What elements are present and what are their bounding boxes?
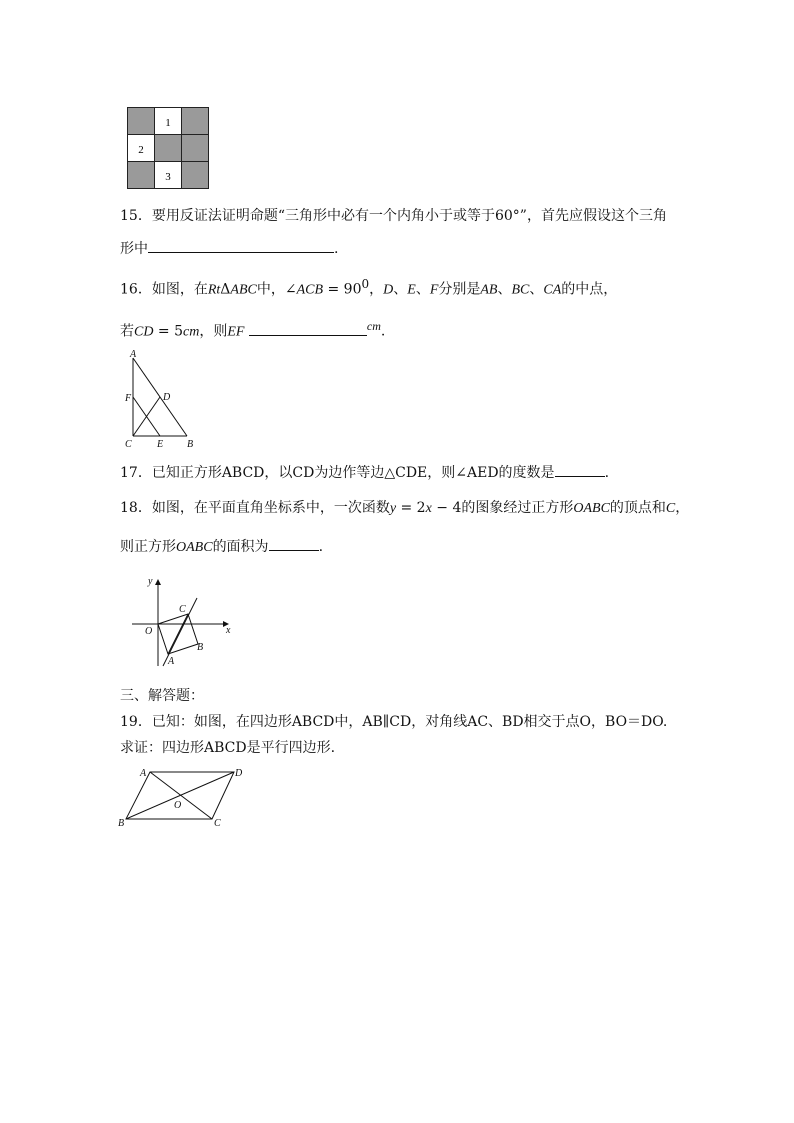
q19-parallelogram-figure [114,764,254,832]
q18-line1: 18．如图，在平面直角坐标系中，一次函数y = 2x − 4的图象经过正方形OABC的顶点和C， [120,500,690,516]
q16-line2: 若CD = 5cm，则EF $^{cm}$. [120,319,386,340]
q18-line2: 则正方形OABC的面积为 . [120,536,323,558]
label-c: C [179,604,186,615]
label-c: C [214,818,221,828]
q16-line1: 16．如图，在RtΔABC中，∠ACB = $90^0$，D、E、F分别是AB、BC、CA的中点， [120,277,618,298]
label-d: D [235,768,243,779]
label-a: A [140,768,147,779]
label-f: F [125,393,132,404]
q16-triangle-figure [118,348,208,454]
grid-cell-2: 2 [138,144,144,156]
q19-line2: 求证：四边形ABCD是平行四边形. [120,740,336,756]
label-b: B [118,818,125,828]
label-o: O [145,626,153,637]
label-a: A [168,656,175,667]
diagonal-bd [126,772,234,819]
label-o: O [174,800,182,811]
q16-triangle-svg [118,348,208,450]
q15-answer-blank[interactable] [148,238,334,253]
q15-line2: 形中 . [120,238,338,259]
grid-cell-1: 1 [165,117,171,129]
label-c: C [125,439,132,450]
q18-coordinate-figure [128,572,238,678]
label-a: A [130,349,137,360]
q18-answer-blank[interactable] [269,536,319,551]
q16-answer-blank[interactable] [249,321,367,336]
label-x: x [226,625,231,636]
label-y: y [148,576,153,587]
q18-coordinate-svg [128,572,238,674]
grid-cell-3: 3 [165,171,171,183]
q15-line1: 15．要用反证法证明命题“三角形中必有一个内角小于或等于60°”，首先应假设这个三角 [120,208,667,224]
q17-line: 17．已知正方形ABCD，以CD为边作等边△CDE，则∠AED的度数是 . [120,462,609,483]
number-grid-svg [127,107,211,191]
section-heading: 三、解答题： [120,688,204,704]
number-grid [127,107,211,195]
label-d: D [163,392,171,403]
label-b: B [197,642,204,653]
q19-line1: 19．已知：如图，在四边形ABCD中，AB∥CD，对角线AC、BD相交于点O，BO＝DO. [120,714,668,730]
q17-answer-blank[interactable] [555,462,605,477]
label-b: B [187,439,194,450]
label-e: E [157,439,164,450]
q19-parallelogram-svg [114,764,254,828]
